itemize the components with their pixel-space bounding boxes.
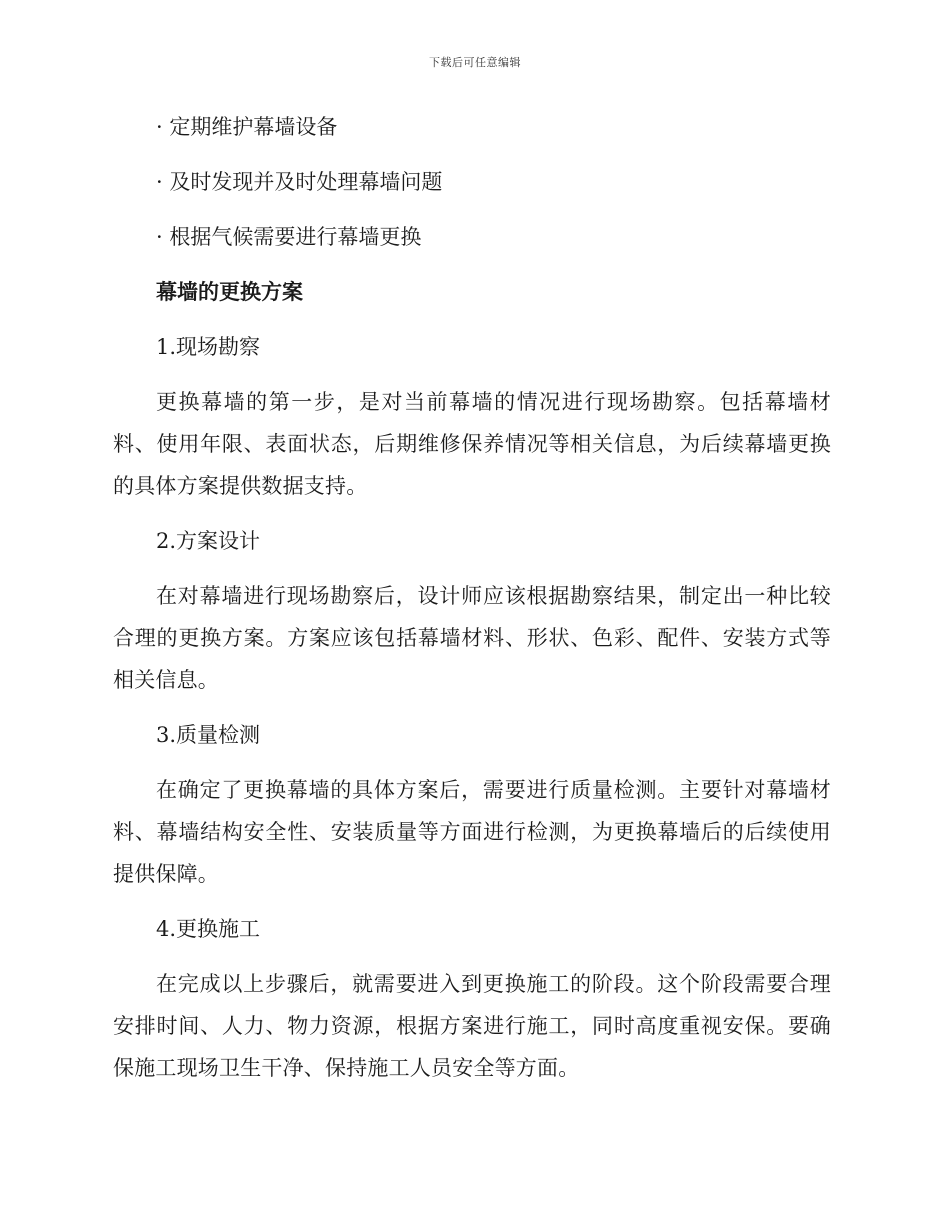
section-title: 幕墙的更换方案	[156, 280, 303, 304]
step-paragraph: 在确定了更换幕墙的具体方案后，需要进行质量检测。主要针对幕墙材料、幕墙结构安全性、安装质量等方面进行检测，为更换幕墙后的后续使用提供保障。	[113, 778, 831, 886]
page-header: 下载后可任意编辑	[429, 56, 521, 69]
bullet-item: · 及时发现并及时处理幕墙问题	[156, 170, 443, 194]
bullet-item: · 根据气候需要进行幕墙更换	[156, 225, 422, 249]
step-paragraph: 在完成以上步骤后，就需要进入到更换施工的阶段。这个阶段需要合理安排时间、人力、物力资源，根据方案进行施工，同时高度重视安保。要确保施工现场卫生干净、保持施工人员安全等方面。	[113, 972, 831, 1080]
bullet-item: · 定期维护幕墙设备	[156, 115, 338, 139]
step-paragraph: 更换幕墙的第一步，是对当前幕墙的情况进行现场勘察。包括幕墙材料、使用年限、表面状态，后期维修保养情况等相关信息，为后续幕墙更换的具体方案提供数据支持。	[113, 390, 831, 498]
document-body	[113, 110, 831, 1106]
step-title: 3.质量检测	[156, 723, 261, 747]
step-paragraph: 在对幕墙进行现场勘察后，设计师应该根据勘察结果，制定出一种比较合理的更换方案。方案应该包括幕墙材料、形状、色彩、配件、安装方式等相关信息。	[113, 584, 831, 692]
step-title: 4.更换施工	[156, 917, 261, 941]
step-title: 2.方案设计	[156, 529, 261, 553]
step-title: 1.现场勘察	[156, 335, 261, 359]
